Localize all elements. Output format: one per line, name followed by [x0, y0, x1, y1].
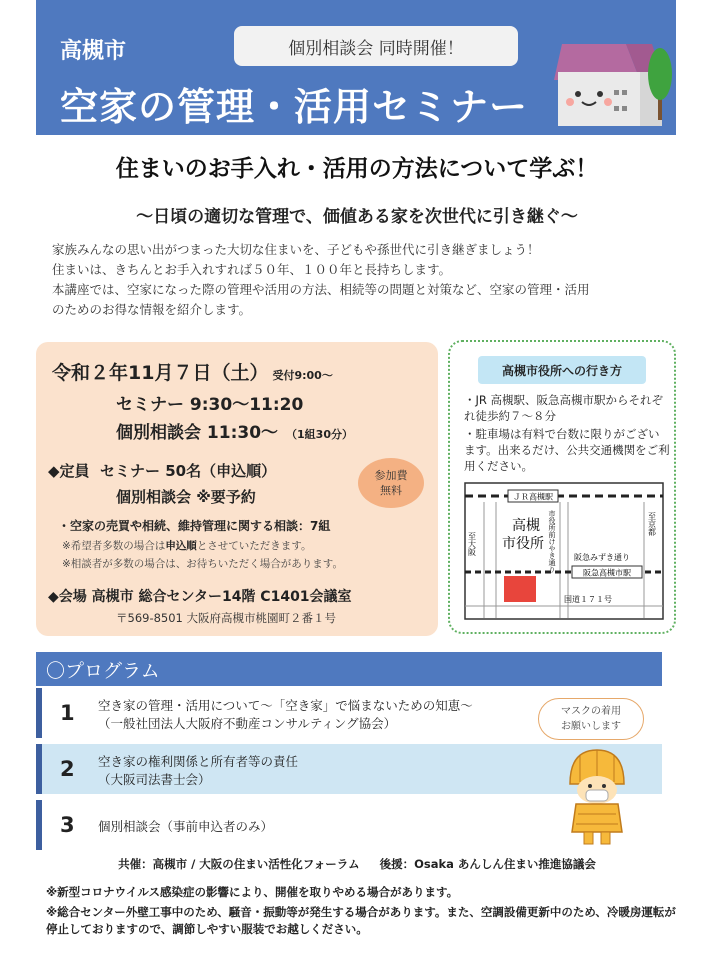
intro-line: のためのお得な情報を紹介します。: [52, 302, 252, 317]
footnote: ※総合センター外壁工事中のため、騒音・振動等が発生する場合があります。また、空調設備更新中のため、冷暖房運転が停止しておりますので、調節しやすい服装でお越しください。: [46, 905, 676, 936]
map-road-left: 至大阪: [467, 532, 477, 556]
map-cityhall-2: 市役所: [502, 536, 544, 552]
page-title: 空家の管理・活用セミナー: [60, 85, 529, 129]
fine-print-2: ※相談者が多数の場合は、お待ちいただく場合があります。: [62, 558, 343, 570]
headline: 住まいのお手入れ・活用の方法について学ぶ！: [115, 156, 599, 182]
capacity-seminar-text: セミナー 50名（申込順）: [100, 462, 277, 480]
program-title: 空き家の権利関係と所有者等の責任: [98, 754, 299, 769]
fee-value: 無料: [380, 484, 402, 497]
capacity-seminar: [48, 460, 276, 481]
map-road-right: 至京都: [647, 512, 657, 536]
consult-time: [116, 418, 353, 443]
map-jr-station: ＪＲ高槻駅: [513, 492, 553, 502]
fine-print-1-post: とさせていただきます。: [196, 540, 312, 552]
capacity-label: ◆定員: [48, 462, 90, 480]
map-mid-street: 市役所前けやき通り: [548, 510, 556, 573]
city-name: 高槻市: [60, 39, 127, 64]
reception-time: 受付9:00〜: [272, 369, 333, 382]
access-title: 高槻市役所への行き方: [478, 356, 646, 384]
event-info-box: [36, 342, 438, 636]
subheadline: 〜日頃の適切な管理で、価値ある家を次世代に引き継ぐ〜: [136, 207, 578, 227]
fine-print-1-bold: 申込順: [165, 540, 197, 552]
capacity-consult: 個別相談会 ※要予約: [116, 488, 256, 506]
mask-notice: [538, 698, 644, 740]
intro-line: 家族みんなの思い出がつまった大切な住まいを、子どもや孫世代に引き継ぎましょう！: [52, 242, 540, 257]
access-line: ・駐車場は有料で台数に限りがございます。出来るだけ、公共交通機関をご利用ください。: [464, 427, 670, 473]
venue: ◆会場 高槻市 総合センター14階 C1401会議室: [48, 589, 352, 605]
sponsor-support: 後援：Osaka あんしん住まい推進協議会: [379, 857, 596, 871]
map-hankyu-street: 阪急みずき通り: [574, 553, 630, 562]
footnote: ※新型コロナウイルス感染症の影響により、開催を取りやめる場合があります。: [46, 885, 459, 899]
fine-print-1-pre: ※希望者多数の場合は: [62, 540, 166, 552]
venue-address: 〒569-8501 大阪府高槻市桃園町２番１号: [116, 611, 337, 625]
access-map: [464, 482, 664, 620]
access-line: ・JR 高槻駅、阪急高槻市駅からそれぞれ徒歩約７〜８分: [464, 393, 664, 423]
mask-line: マスクの着用: [561, 706, 621, 717]
consult-detail: ・空家の売買や相続、維持管理に関する相談：7組: [58, 519, 331, 533]
program-title: 空き家の管理・活用について〜「空き家」で悩まないための知恵〜: [98, 698, 473, 713]
header-banner: [36, 0, 676, 135]
program-number: 3: [60, 813, 75, 837]
program-title: 個別相談会（事前申込者のみ）: [98, 819, 274, 834]
program-number: 2: [60, 757, 75, 781]
program-number: 1: [60, 701, 75, 725]
consult-time-text: 個別相談会 11:30〜: [116, 423, 279, 443]
sponsor-line: [0, 856, 714, 872]
fine-print-1: [62, 538, 311, 553]
map-cityhall-1: 高槻: [512, 518, 540, 534]
mask-line: お願いします: [561, 721, 621, 732]
house-illustration: [554, 22, 674, 132]
consult-time-note: （1組30分）: [286, 428, 353, 441]
program-subtitle: （一般社団法人大阪府不動産コンサルティング協会）: [98, 716, 397, 731]
intro-line: 住まいは、きちんとお手入れすれば５０年、１００年と長持ちします。: [52, 262, 452, 277]
intro-line: 本講座では、空家になった際の管理や活用の方法、相続等の問題と対策など、空家の管理・活用: [52, 282, 590, 297]
access-text: [464, 392, 670, 476]
map-hankyu-station: 阪急高槻市駅: [583, 568, 631, 578]
access-box: [448, 340, 676, 634]
mascot-illustration: [562, 746, 632, 846]
event-date-text: 令和２年11月７日（土）: [52, 362, 269, 384]
fee-badge: [358, 458, 424, 508]
seminar-time: セミナー 9:30〜11:20: [116, 395, 304, 415]
sponsor-host: 共催：高槻市 / 大阪の住まい活性化フォーラム: [118, 857, 360, 871]
fee-label: 参加費: [374, 469, 408, 482]
event-date: [52, 358, 333, 385]
map-route: 国道１７１号: [564, 595, 612, 604]
intro-text: [52, 240, 672, 320]
program-heading: 〇プログラム: [36, 652, 662, 686]
program-subtitle: （大阪司法書士会）: [98, 772, 211, 787]
concurrent-event-banner: 個別相談会 同時開催！: [234, 26, 518, 66]
